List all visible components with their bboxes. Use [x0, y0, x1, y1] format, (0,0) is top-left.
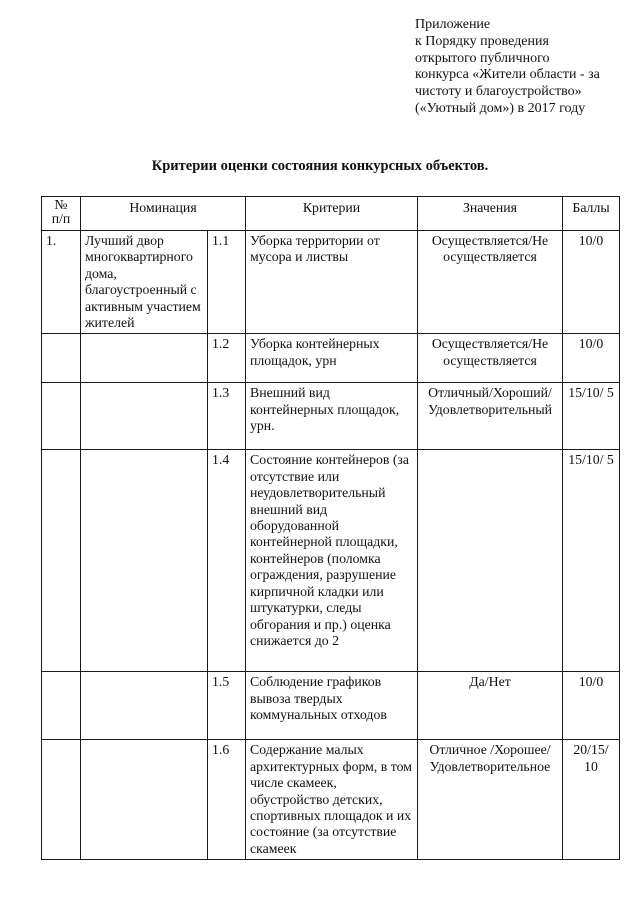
header-num: № п/п	[42, 197, 81, 231]
row-nomination: Лучший двор многоквартирного дома, благоустроенный с активным участием жителей	[81, 231, 208, 334]
table-row	[42, 672, 620, 740]
row-code: 1.6	[208, 740, 246, 860]
row-criteria: Уборка территории от мусора и листвы	[246, 231, 418, 334]
row-code: 1.3	[208, 383, 246, 450]
row-code: 1.5	[208, 672, 246, 740]
table-row	[42, 740, 620, 860]
row-points: 15/10/ 5	[563, 383, 620, 450]
table-row	[42, 383, 620, 450]
row-criteria: Состояние контейнеров (за отсутствие или неудовлетворительный внешний вид оборудованной контейнерной площадки, контейнеров (поломка ограждения, разрушение кирпичной кладки или штукатурки, следы обгорания и пр.) оценка снижается до 2	[246, 450, 418, 672]
table-row	[42, 450, 620, 672]
row-num: 1.	[42, 231, 81, 334]
row-points: 10/0	[563, 231, 620, 334]
row-values	[418, 450, 563, 672]
row-points: 10/0	[563, 334, 620, 383]
row-criteria: Уборка контейнерных площадок, урн	[246, 334, 418, 383]
row-values: Осуществляется/Не осуществляется	[418, 334, 563, 383]
row-criteria: Внешний вид контейнерных площадок, урн.	[246, 383, 418, 450]
row-values: Отличное /Хорошее/ Удовлетворительное	[418, 740, 563, 860]
document-title: Критерии оценки состояния конкурсных объектов.	[151, 158, 489, 174]
row-points: 10/0	[563, 672, 620, 740]
table-row	[42, 334, 620, 383]
row-code: 1.4	[208, 450, 246, 672]
header-points: Баллы	[563, 197, 620, 231]
row-num	[42, 334, 81, 383]
row-points: 20/15/ 10	[563, 740, 620, 860]
header-nomination: Номинация	[81, 197, 246, 231]
row-values: Осуществляется/Не осуществляется	[418, 231, 563, 334]
row-points: 15/10/ 5	[563, 450, 620, 672]
row-num	[42, 672, 81, 740]
row-code: 1.2	[208, 334, 246, 383]
row-values: Отличный/Хороший/ Удовлетворительный	[418, 383, 563, 450]
table-row	[42, 231, 620, 334]
row-code: 1.1	[208, 231, 246, 334]
appendix-note: Приложение к Порядку проведения открытого публичного конкурса «Жители области - за чистоту и благоустройство» («Уютный дом») в 2017 году	[415, 17, 600, 116]
row-nomination	[81, 383, 208, 450]
row-nomination	[81, 672, 208, 740]
row-nomination	[81, 740, 208, 860]
row-num	[42, 383, 81, 450]
row-values: Да/Нет	[418, 672, 563, 740]
criteria-table	[41, 196, 620, 860]
row-num	[42, 450, 81, 672]
row-criteria: Содержание малых архитектурных форм, в том числе скамеек, обустройство детских, спортивных площадок и их состояние (за отсутствие скамеек	[246, 740, 418, 860]
header-values: Значения	[418, 197, 563, 231]
row-nomination	[81, 450, 208, 672]
row-criteria: Соблюдение графиков вывоза твердых коммунальных отходов	[246, 672, 418, 740]
table-header-row	[42, 197, 620, 231]
header-criteria: Критерии	[246, 197, 418, 231]
row-num	[42, 740, 81, 860]
row-nomination	[81, 334, 208, 383]
